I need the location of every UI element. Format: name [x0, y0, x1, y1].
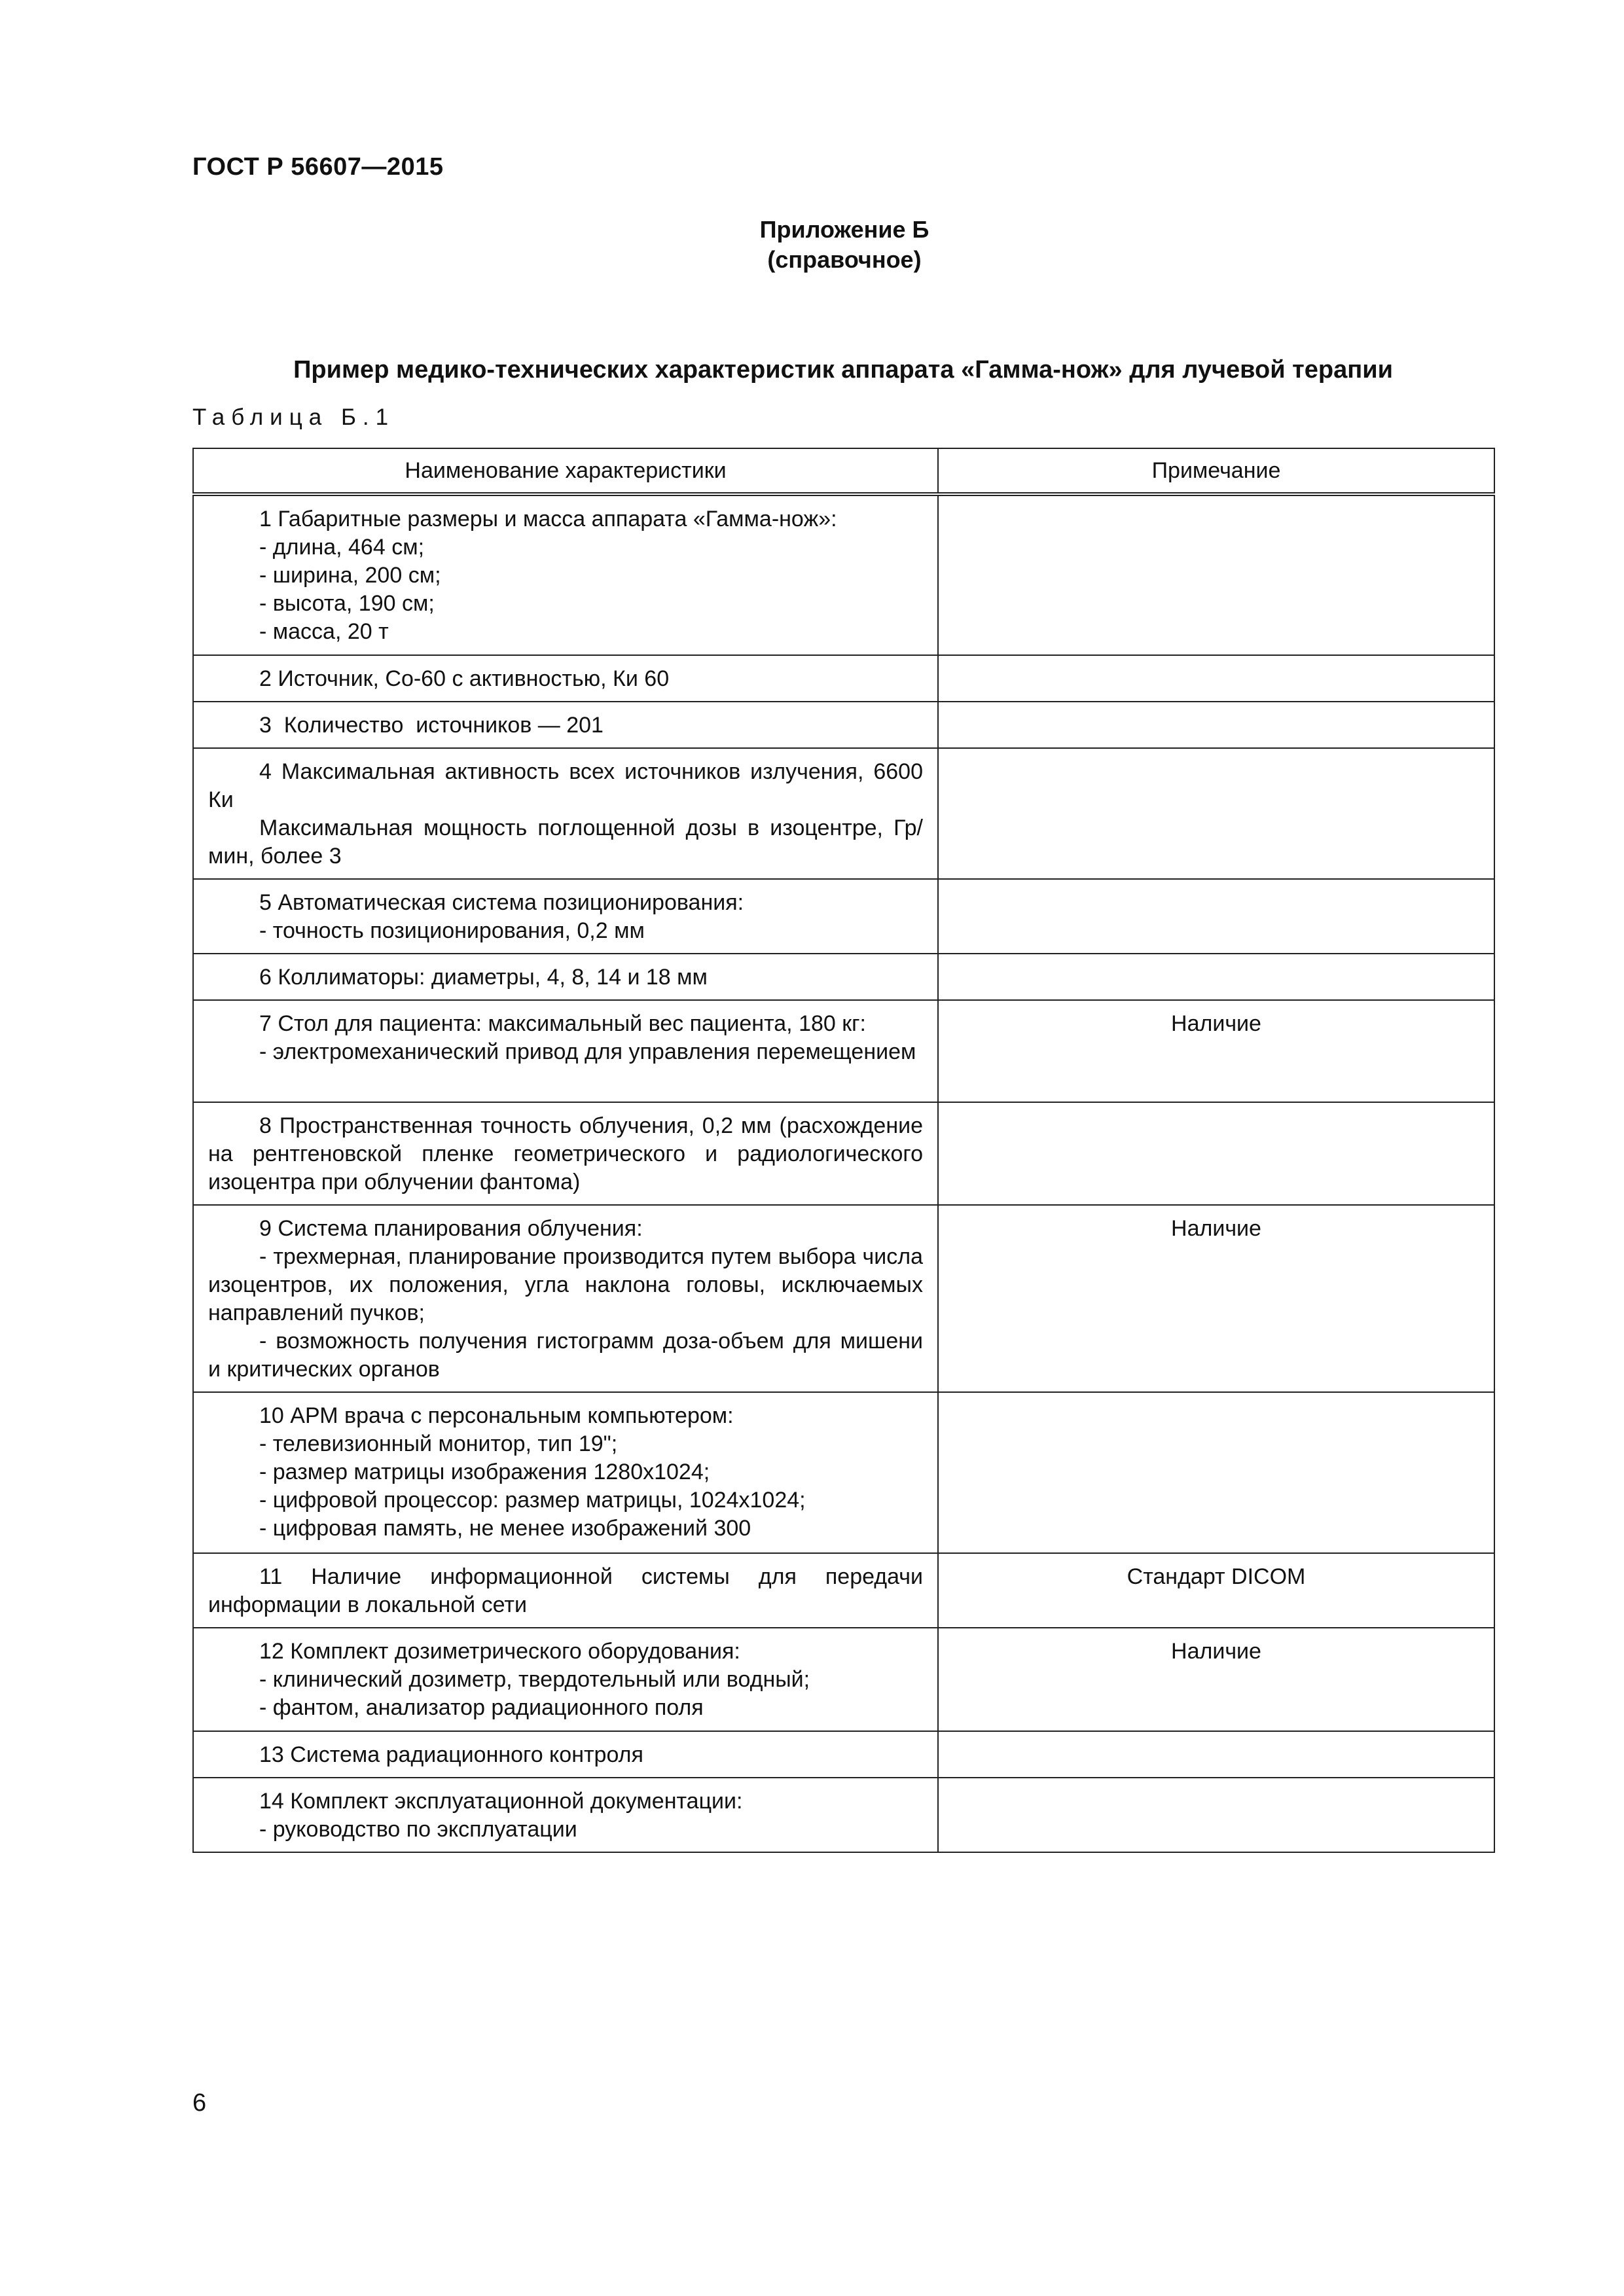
characteristic-line: - трехмерная, планирование производится путем выбора числа изоцентров, их положения, угла наклона головы, исключаемых направлений пучков;: [208, 1244, 923, 1325]
appendix-subtitle: (справочное): [767, 246, 922, 273]
characteristic-cell: [193, 954, 938, 1000]
note-cell: [938, 1392, 1494, 1553]
characteristic-cell: [193, 1392, 938, 1553]
note-cell: [938, 748, 1494, 879]
table-row: [193, 1628, 1494, 1731]
characteristic-line: 9 Система планирования облучения:: [259, 1216, 643, 1241]
characteristic-line: Максимальная мощность поглощенной дозы в изоцентре, Гр/мин, более 3: [208, 816, 923, 869]
table-row: [193, 494, 1494, 655]
note-cell: [938, 655, 1494, 702]
characteristic-line: - цифровая память, не менее изображений 300: [259, 1516, 751, 1541]
characteristic-line: 8 Пространственная точность облучения, 0,2 мм (расхождение на рентгеновской пленке геометрического и радиологического изоцентра при облучении фантома): [208, 1113, 923, 1194]
characteristics-table-wrapper: [192, 448, 1494, 1853]
characteristic-line: - размер матрицы изображения 1280x1024;: [259, 1460, 710, 1484]
table-row: [193, 1000, 1494, 1102]
characteristics-table: [192, 448, 1495, 1853]
header-characteristic-name: Наименование характеристики: [193, 448, 938, 494]
characteristic-line: 5 Автоматическая система позиционирования:: [259, 890, 744, 915]
page-number: 6: [192, 2089, 207, 2117]
characteristic-line: - точность позиционирования, 0,2 мм: [259, 918, 645, 943]
characteristic-cell: [193, 879, 938, 954]
characteristic-line: 2 Источник, Co-60 с активностью, Ки 60: [259, 666, 670, 691]
table-row: [193, 879, 1494, 954]
table-row: [193, 954, 1494, 1000]
note-cell: Наличие: [938, 1205, 1494, 1392]
characteristic-line: - масса, 20 т: [259, 619, 389, 644]
characteristic-cell: [193, 1731, 938, 1778]
characteristic-line: - фантом, анализатор радиационного поля: [259, 1695, 704, 1720]
characteristic-line: - ширина, 200 см;: [259, 563, 441, 588]
characteristic-line: 13 Система радиационного контроля: [259, 1742, 643, 1767]
table-row: [193, 748, 1494, 879]
document-header-code: ГОСТ Р 56607—2015: [192, 153, 444, 181]
table-header-row: [193, 448, 1494, 494]
table-row: [193, 1392, 1494, 1553]
characteristic-line: 12 Комплект дозиметрического оборудования:: [259, 1639, 740, 1664]
table-row: [193, 702, 1494, 748]
appendix-heading: [694, 215, 995, 275]
characteristic-cell: [193, 702, 938, 748]
characteristic-line: - клинический дозиметр, твердотельный или водный;: [259, 1667, 810, 1692]
note-cell: [938, 702, 1494, 748]
table-row: [193, 655, 1494, 702]
note-cell: Наличие: [938, 1000, 1494, 1102]
characteristic-line: 4 Максимальная активность всех источников излучения, 6600 Ки: [208, 759, 923, 812]
characteristic-cell: [193, 1205, 938, 1392]
characteristic-line: - цифровой процессор: размер матрицы, 1024x1024;: [259, 1488, 806, 1513]
characteristic-cell: [193, 748, 938, 879]
table-row: [193, 1731, 1494, 1778]
note-cell: [938, 954, 1494, 1000]
characteristic-cell: [193, 494, 938, 655]
characteristic-line: - телевизионный монитор, тип 19";: [259, 1431, 618, 1456]
characteristic-cell: [193, 1778, 938, 1852]
characteristic-cell: [193, 1102, 938, 1205]
characteristic-line: - длина, 464 см;: [259, 535, 425, 560]
characteristic-line: - электромеханический привод для управления перемещением: [259, 1039, 916, 1064]
table-label: Таблица Б.1: [192, 404, 395, 430]
characteristic-cell: [193, 655, 938, 702]
characteristic-cell: [193, 1000, 938, 1102]
table-row: [193, 1205, 1494, 1392]
note-cell: [938, 1778, 1494, 1852]
characteristic-cell: [193, 1628, 938, 1731]
table-row: [193, 1102, 1494, 1205]
characteristic-cell: [193, 1553, 938, 1628]
characteristic-line: 6 Коллиматоры: диаметры, 4, 8, 14 и 18 мм: [259, 965, 708, 990]
header-note: Примечание: [938, 448, 1494, 494]
characteristic-line: 11 Наличие информационной системы для передачи информации в локальной сети: [208, 1564, 923, 1617]
appendix-title: Приложение Б: [759, 216, 929, 243]
note-cell: [938, 1731, 1494, 1778]
characteristic-line: - возможность получения гистограмм доза-объем для мишени и критических органов: [208, 1329, 923, 1382]
characteristic-line: - руководство по эксплуатации: [259, 1817, 577, 1842]
note-cell: Стандарт DICOM: [938, 1553, 1494, 1628]
characteristic-line: 3 Количество источников — 201: [259, 713, 604, 738]
characteristic-line: 14 Комплект эксплуатационной документации:: [259, 1789, 743, 1814]
characteristic-line: 10 АРМ врача с персональным компьютером:: [259, 1403, 734, 1428]
note-cell: Наличие: [938, 1628, 1494, 1731]
table-row: [193, 1553, 1494, 1628]
table-row: [193, 1778, 1494, 1852]
note-cell: [938, 1102, 1494, 1205]
note-cell: [938, 879, 1494, 954]
characteristic-line: - высота, 190 см;: [259, 591, 435, 616]
characteristic-line: 1 Габаритные размеры и масса аппарата «Гамма-нож»:: [259, 507, 837, 531]
note-cell: [938, 494, 1494, 655]
characteristic-line: 7 Стол для пациента: максимальный вес пациента, 180 кг:: [259, 1011, 866, 1036]
main-title: Пример медико-технических характеристик аппарата «Гамма-нож» для лучевой терапии: [293, 356, 1393, 384]
